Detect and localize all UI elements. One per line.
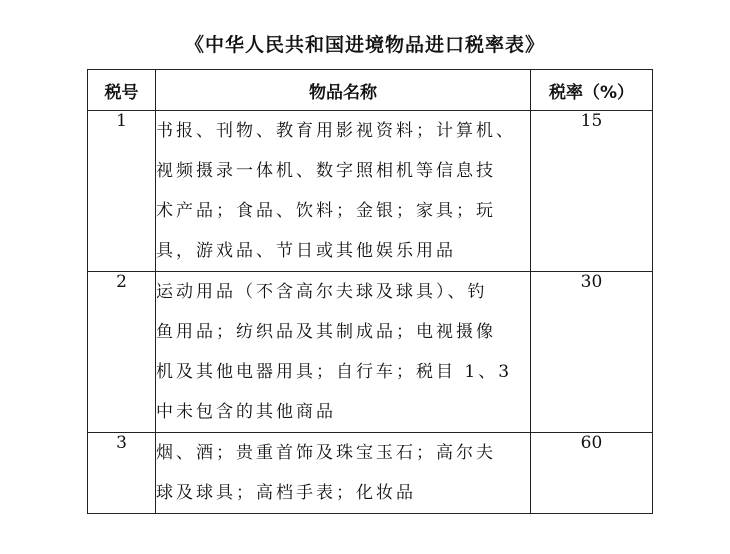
- item-name-line: 中未包含的其他商品: [156, 402, 336, 422]
- header-tax-number: 税号: [88, 70, 156, 111]
- table-row: [88, 111, 653, 272]
- table-row: [88, 433, 653, 514]
- table-header-row: [88, 70, 653, 111]
- item-name-line: 具，游戏品、节日或其他娱乐用品: [156, 241, 456, 261]
- item-name-line: 烟、酒；贵重首饰及珠宝玉石；高尔夫: [156, 443, 496, 463]
- tax-rate-cell: 30: [531, 272, 653, 433]
- item-name-cell: [156, 433, 531, 514]
- item-name-line: 鱼用品；纺织品及其制成品；电视摄像: [156, 322, 496, 342]
- item-name-cell: [156, 272, 531, 433]
- item-name-line: 球及球具；高档手表；化妆品: [156, 483, 416, 503]
- table-row: [88, 272, 653, 433]
- tax-number-cell: 1: [88, 111, 156, 272]
- item-name-line: 术产品；食品、饮料；金银；家具；玩: [156, 201, 496, 221]
- tax-number-cell: 3: [88, 433, 156, 514]
- tax-number-cell: 2: [88, 272, 156, 433]
- item-name-line: 运动用品（不含高尔夫球及球具）、钓: [156, 282, 488, 302]
- item-name-line: 书报、刊物、教育用影视资料；计算机、: [156, 121, 516, 141]
- tax-rate-cell: 15: [531, 111, 653, 272]
- item-name-cell: [156, 111, 531, 272]
- item-name-line: 机及其他电器用具；自行车；税目 1、3: [156, 362, 513, 382]
- header-tax-rate: 税率（%）: [531, 70, 653, 111]
- header-item-name: 物品名称: [156, 70, 531, 111]
- tax-rate-table: [87, 69, 653, 514]
- page-title: 《中华人民共和国进境物品进口税率表》: [184, 34, 545, 56]
- tax-rate-cell: 60: [531, 433, 653, 514]
- item-name-line: 视频摄录一体机、数字照相机等信息技: [156, 161, 496, 181]
